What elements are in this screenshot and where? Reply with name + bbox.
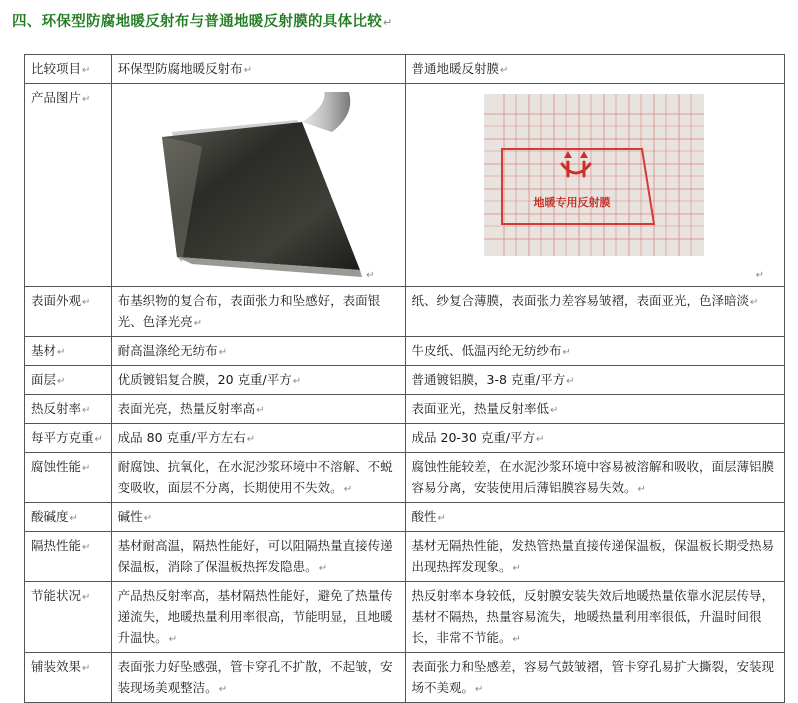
- reflective-cloth-image: [132, 92, 382, 280]
- film-cell: [405, 453, 784, 503]
- cloth-text: 耐高温涤纶无纺布: [117, 343, 218, 358]
- comparison-table: [24, 54, 785, 703]
- cloth-image-cell: [111, 84, 405, 287]
- cloth-text: 产品热反射率高，基材隔热性能好，避免了热量传递流失，地暖热量利用率很高，节能明显，且地暖升温快。: [117, 588, 393, 645]
- table-row: [25, 395, 785, 424]
- film-text: 表面张力和坠感差，容易气鼓皱褶，管卡穿孔易扩大撕裂，安装现场不美观。: [411, 659, 775, 695]
- cell-mark-icon: ↵: [82, 463, 91, 474]
- film-text: 表面亚光，热量反射率低: [411, 401, 550, 416]
- cloth-cell: [111, 532, 405, 582]
- cell-mark-icon: ↵: [82, 542, 91, 553]
- cell-mark-icon: ↵: [256, 405, 265, 416]
- table-row-image: [25, 84, 785, 287]
- row-label-cell: [25, 366, 112, 395]
- table-row: [25, 532, 785, 582]
- cell-mark-icon: ↵: [82, 94, 91, 105]
- row-label-text: 腐蚀性能: [31, 459, 82, 474]
- row-label-cell: [25, 453, 112, 503]
- cloth-text: 耐腐蚀、抗氧化，在水泥沙浆环境中不溶解、不蜕变吸收，面层不分离，长期使用不失效。: [117, 459, 393, 495]
- cell-mark-icon: ↵: [755, 270, 764, 281]
- row-label-text: 面层: [31, 372, 57, 387]
- row-label-cell: [25, 424, 112, 453]
- film-text: 纸、纱复合薄膜，表面张力差容易皱褶，表面亚光，色泽暗淡: [411, 293, 750, 308]
- film-cell: [405, 653, 784, 703]
- cell-mark-icon: ↵: [500, 65, 509, 76]
- film-text: 腐蚀性能较差，在水泥沙浆环境中容易被溶解和吸收，面层薄铝膜容易分离，安装使用后薄铝膜容易失效。: [411, 459, 775, 495]
- film-text: 牛皮纸、低温丙纶无纺纱布: [411, 343, 562, 358]
- table-row: [25, 582, 785, 653]
- row-label-cell: [25, 582, 112, 653]
- film-text: 基材无隔热性能，发热管热量直接传递保温板，保温板长期受热易出现热挥发现象。: [411, 538, 775, 574]
- cell-mark-icon: ↵: [475, 684, 484, 695]
- image-row-label: 产品图片: [31, 90, 82, 105]
- cloth-cell: [111, 653, 405, 703]
- header-col1-text: 比较项目: [31, 61, 82, 76]
- cloth-cell: [111, 337, 405, 366]
- cell-mark-icon: ↵: [168, 634, 178, 645]
- cell-mark-icon: ↵: [94, 434, 103, 445]
- row-label-text: 酸碱度: [31, 509, 69, 524]
- row-label-text: 铺装效果: [31, 659, 82, 674]
- comparison-rows: [25, 287, 785, 703]
- table-row: [25, 337, 785, 366]
- header-cell-item: [25, 55, 112, 84]
- row-label-text: 节能状况: [31, 588, 82, 603]
- film-text: 酸性: [411, 509, 437, 524]
- cell-mark-icon: ↵: [82, 65, 91, 76]
- cell-mark-icon: ↵: [69, 513, 78, 524]
- row-label-cell: [25, 503, 112, 532]
- film-image-cell: [405, 84, 784, 287]
- row-label-cell: [25, 395, 112, 424]
- row-label-cell: [25, 532, 112, 582]
- table-row: [25, 366, 785, 395]
- cell-mark-icon: ↵: [512, 563, 521, 574]
- header-cell-film: [405, 55, 784, 84]
- cloth-text: 布基织物的复合布，表面张力和坠感好，表面银光、色泽光亮: [117, 293, 381, 329]
- table-row: [25, 287, 785, 337]
- film-cell: [405, 582, 784, 653]
- film-cell: [405, 337, 784, 366]
- header-col3-text: 普通地暖反射膜: [411, 61, 500, 76]
- cell-mark-icon: ↵: [536, 434, 545, 445]
- cloth-cell: [111, 424, 405, 453]
- film-cell: [405, 503, 784, 532]
- header-col2-text: 环保型防腐地暖反射布: [117, 61, 243, 76]
- cloth-cell: [111, 287, 405, 337]
- cell-mark-icon: ↵: [562, 347, 571, 358]
- cell-mark-icon: ↵: [246, 434, 256, 445]
- paragraph-mark-icon: ↵: [383, 16, 393, 29]
- cloth-text: 基材耐高温，隔热性能好，可以阻隔热量直接传递保温板，消除了保温板热挥发隐患。: [117, 538, 393, 574]
- row-label-text: 热反射率: [31, 401, 82, 416]
- cell-mark-icon: ↵: [366, 270, 375, 281]
- film-text: 热反射率本身较低，反射膜安装失效后地暖热量依靠水泥层传导，基材不隔热，热量容易流失，地暖热量利用率很低，升温时间很长，非常不节能。: [411, 588, 775, 645]
- film-cell: [405, 395, 784, 424]
- cloth-text: 优质镀铝复合膜，20 克重/平方: [117, 372, 292, 387]
- cell-mark-icon: ↵: [143, 513, 153, 524]
- film-text: 普通镀铝膜，3-8 克重/平方: [411, 372, 566, 387]
- cell-mark-icon: ↵: [218, 347, 228, 358]
- cell-mark-icon: ↵: [82, 297, 91, 308]
- image-row-label-cell: [25, 84, 112, 287]
- row-label-text: 每平方克重: [31, 430, 94, 445]
- film-text: 成品 20-30 克重/平方: [411, 430, 535, 445]
- cell-mark-icon: ↵: [57, 347, 66, 358]
- film-cell: [405, 424, 784, 453]
- row-label-cell: [25, 653, 112, 703]
- cell-mark-icon: ↵: [82, 405, 91, 416]
- film-cell: [405, 366, 784, 395]
- cloth-cell: [111, 582, 405, 653]
- table-row: [25, 503, 785, 532]
- table-header-row: [25, 55, 785, 84]
- cloth-cell: [111, 503, 405, 532]
- cell-mark-icon: ↵: [243, 65, 253, 76]
- cloth-text: 成品 80 克重/平方左右: [117, 430, 246, 445]
- table-row: [25, 453, 785, 503]
- cloth-text: 表面张力好坠感强，管卡穿孔不扩散，不起皱，安装现场美观整洁。: [117, 659, 393, 695]
- cell-mark-icon: ↵: [57, 376, 66, 387]
- row-label-cell: [25, 287, 112, 337]
- cell-mark-icon: ↵: [437, 513, 446, 524]
- cell-mark-icon: ↵: [82, 592, 91, 603]
- cell-mark-icon: ↵: [512, 634, 521, 645]
- cell-mark-icon: ↵: [637, 484, 646, 495]
- cell-mark-icon: ↵: [82, 663, 91, 674]
- cloth-cell: [111, 395, 405, 424]
- cell-mark-icon: ↵: [318, 563, 328, 574]
- film-cell: [405, 532, 784, 582]
- section-heading: [12, 10, 393, 31]
- row-label-text: 基材: [31, 343, 57, 358]
- table-row: [25, 424, 785, 453]
- header-cell-cloth: [111, 55, 405, 84]
- table-row: [25, 653, 785, 703]
- row-label-text: 隔热性能: [31, 538, 82, 553]
- cloth-text: 碱性: [117, 509, 143, 524]
- section-heading-text: 四、环保型防腐地暖反射布与普通地暖反射膜的具体比较: [12, 14, 382, 30]
- cell-mark-icon: ↵: [566, 376, 575, 387]
- cloth-text: 表面光亮，热量反射率高: [117, 401, 256, 416]
- row-label-text: 表面外观: [31, 293, 82, 308]
- cell-mark-icon: ↵: [292, 376, 302, 387]
- cell-mark-icon: ↵: [343, 484, 353, 495]
- cell-mark-icon: ↵: [750, 297, 759, 308]
- cell-mark-icon: ↵: [550, 405, 559, 416]
- cloth-cell: [111, 366, 405, 395]
- film-logo-text: 地暖专用反射膜: [533, 196, 611, 209]
- cell-mark-icon: ↵: [218, 684, 228, 695]
- reflective-film-image: [484, 94, 704, 256]
- row-label-cell: [25, 337, 112, 366]
- film-cell: [405, 287, 784, 337]
- cloth-cell: [111, 453, 405, 503]
- cell-mark-icon: ↵: [193, 318, 203, 329]
